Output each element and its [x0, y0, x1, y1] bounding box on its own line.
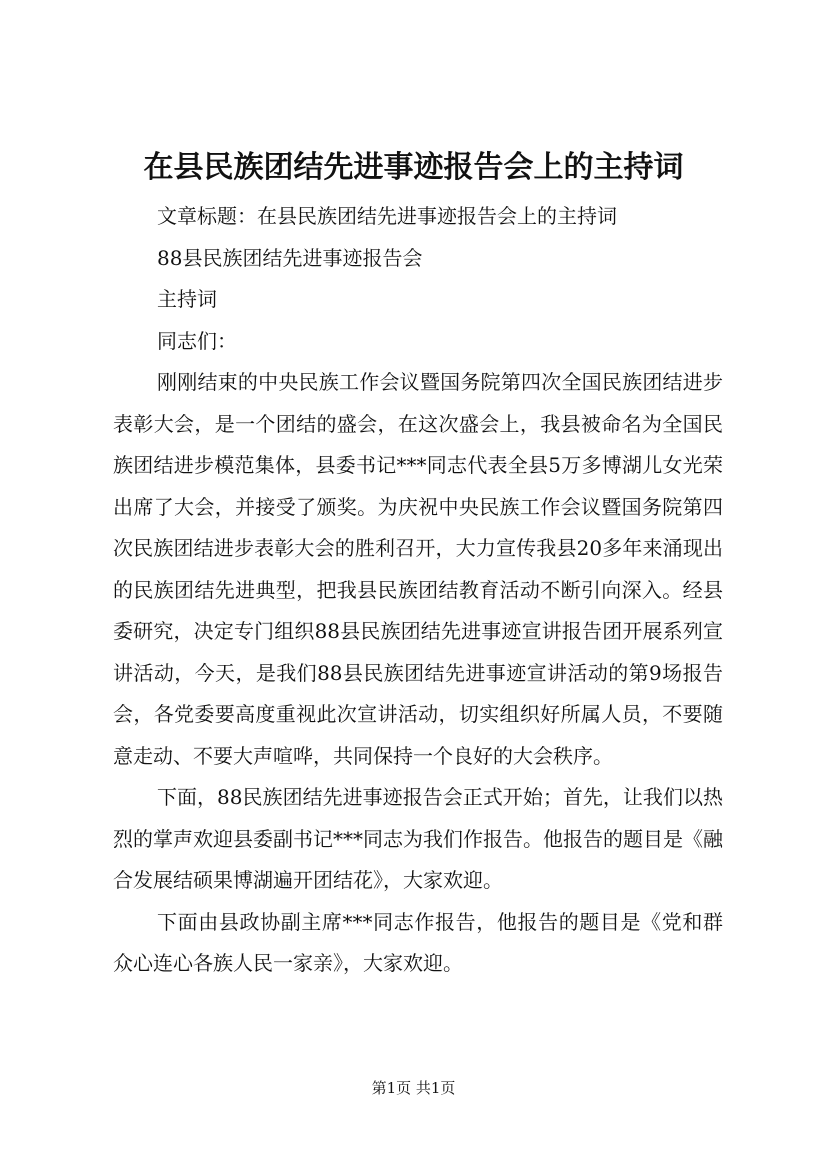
- paragraph-second-report: 下面由县政协副主席***同志作报告，他报告的题目是《党和群众心连心各族人民一家亲》，大家欢迎。: [113, 909, 723, 975]
- page-number-footer: 第1页 共1页: [371, 1079, 456, 1097]
- speech-label-line: 主持词: [157, 287, 217, 311]
- paragraph-intro: 刚刚结束的中央民族工作会议暨国务院第四次全国民族团结进步表彰大会，是一个团结的盛会，在这次盛会上，我县被命名为全国民族团结进步模范集体，县委书记***同志代表全县5万多博湖儿女光荣出席了大会，并接受了颁奖。为庆祝中央民族工作会议暨国务院第四次民族团结进步表彰大会的胜利召开，大力宣传我县20多年来涌现出的民族团结先进典型，把我县民族团结教育活动不断引向深入。经县委研究，决定专门组织88县民族团结先进事迹宣讲报告团开展系列宣讲活动，今天，是我们88县民族团结先进事迹宣讲活动的第9场报告会，各党委要高度重视此次宣讲活动，切实组织好所属人员，不要随意走动、不要大声喧哗，共同保持一个良好的大会秩序。: [113, 370, 723, 768]
- document-body: [113, 196, 723, 985]
- event-name-line: 88县民族团结先进事迹报告会: [157, 245, 423, 270]
- document-title: 在县民族团结先进事迹报告会上的主持词: [143, 150, 684, 185]
- salutation-line: 同志们：: [157, 328, 237, 353]
- article-title-line: 文章标题：在县民族团结先进事迹报告会上的主持词: [157, 204, 617, 228]
- paragraph-first-report: 下面，88民族团结先进事迹报告会正式开始；首先，让我们以热烈的掌声欢迎县委副书记***同志为我们作报告。他报告的题目是《融合发展结硕果博湖遍开团结花》，大家欢迎。: [113, 785, 723, 892]
